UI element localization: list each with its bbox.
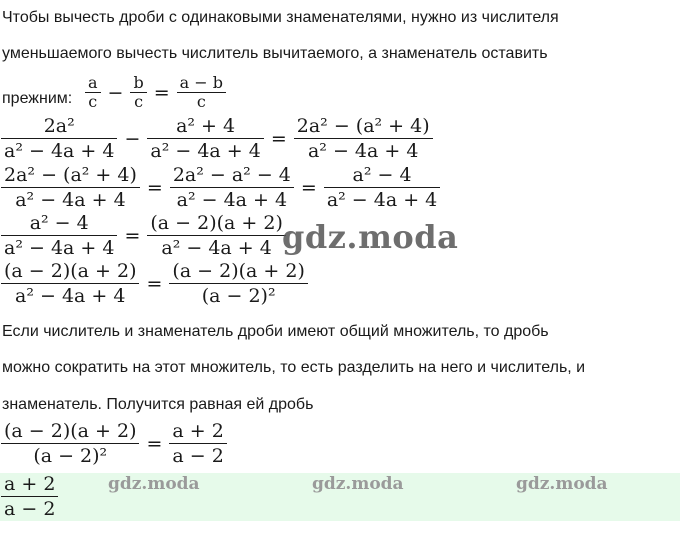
numerator: a + 2 (4, 473, 56, 495)
denominator: a² − 4a + 4 (307, 140, 419, 162)
watermark-large: gdz.moda (282, 218, 459, 256)
fraction (1, 419, 139, 468)
intro-line-3: прежним: (2, 90, 73, 107)
equals-sign: = (146, 272, 163, 295)
equals-sign: = (153, 81, 170, 104)
denominator: a² − 4a + 4 (4, 237, 115, 259)
fraction-a-over-c (85, 74, 101, 111)
fraction (1, 114, 117, 163)
denominator: a − 2 (4, 498, 56, 520)
numerator: (a − 2)(a + 2) (172, 260, 305, 282)
step-4-equation (0, 259, 309, 308)
fraction (1, 163, 140, 212)
fraction-b-over-c (130, 74, 146, 111)
watermark-small: gdz.moda (108, 474, 200, 494)
denominator: (a − 2)² (201, 285, 276, 307)
fraction (170, 163, 294, 212)
reduce-line-3: знаменатель. Получится равная ей дробь (2, 396, 314, 413)
fraction (169, 419, 226, 468)
denominator: a² − 4a + 4 (150, 140, 261, 162)
reduce-line-2: можно сократить на этот множитель, то есть разделить на него и числитель, и (2, 359, 586, 376)
numerator: b (133, 73, 144, 92)
fraction (1, 472, 58, 521)
numerator: a + 2 (172, 420, 224, 442)
fraction (294, 114, 433, 163)
fraction (147, 114, 263, 163)
denominator: a² − 4a + 4 (15, 285, 126, 307)
answer-fraction (0, 472, 59, 521)
equals-sign: = (124, 224, 141, 247)
rule-formula (84, 74, 227, 111)
fraction (1, 259, 139, 308)
denominator: a² − 4a + 4 (161, 237, 272, 259)
denominator: a² − 4a + 4 (15, 189, 126, 211)
denominator: a² − 4a + 4 (326, 189, 438, 211)
equals-sign: = (270, 127, 287, 150)
numerator: 2a² (43, 115, 75, 137)
numerator: 2a² − (a² + 4) (296, 115, 430, 137)
denominator: c (196, 92, 206, 111)
numerator: (a − 2)(a + 2) (4, 260, 137, 282)
numerator: (a − 2)(a + 2) (150, 212, 283, 234)
fraction (324, 163, 440, 212)
denominator: c (134, 92, 144, 111)
step-2-equation (0, 163, 441, 212)
denominator: c (88, 92, 98, 111)
watermark-small: gdz.moda (312, 474, 404, 494)
fraction (169, 259, 307, 308)
denominator: a² − 4a + 4 (4, 140, 115, 162)
fraction-result (177, 74, 226, 111)
minus-sign: − (107, 81, 124, 104)
numerator: a² − 4 (29, 212, 89, 234)
equals-sign: = (146, 432, 163, 455)
denominator: a² − 4a + 4 (176, 189, 288, 211)
numerator: (a − 2)(a + 2) (4, 420, 137, 442)
denominator: a − 2 (172, 445, 224, 467)
equals-sign: = (300, 176, 317, 199)
numerator: a² − 4 (352, 164, 412, 186)
minus-sign: − (124, 127, 141, 150)
step-3-equation (0, 211, 287, 260)
reduce-line-1: Если числитель и знаменатель дроби имеют общий множитель, то дробь (2, 323, 549, 340)
step-5-equation (0, 419, 228, 468)
numerator: a (88, 73, 98, 92)
numerator: 2a² − (a² + 4) (4, 164, 137, 186)
intro-line-1: Чтобы вычесть дроби с одинаковыми знаменателями, нужно из числителя (2, 9, 559, 26)
numerator: 2a² − a² − 4 (172, 164, 291, 186)
equals-sign: = (146, 176, 163, 199)
fraction (1, 211, 117, 260)
watermark-small: gdz.moda (516, 474, 608, 494)
numerator: a − b (179, 73, 223, 92)
numerator: a² + 4 (176, 115, 236, 137)
fraction (147, 211, 285, 260)
intro-line-2: уменьшаемого вычесть числитель вычитаемого, а знаменатель оставить (2, 45, 548, 62)
denominator: (a − 2)² (33, 445, 108, 467)
step-1-equation (0, 114, 434, 163)
